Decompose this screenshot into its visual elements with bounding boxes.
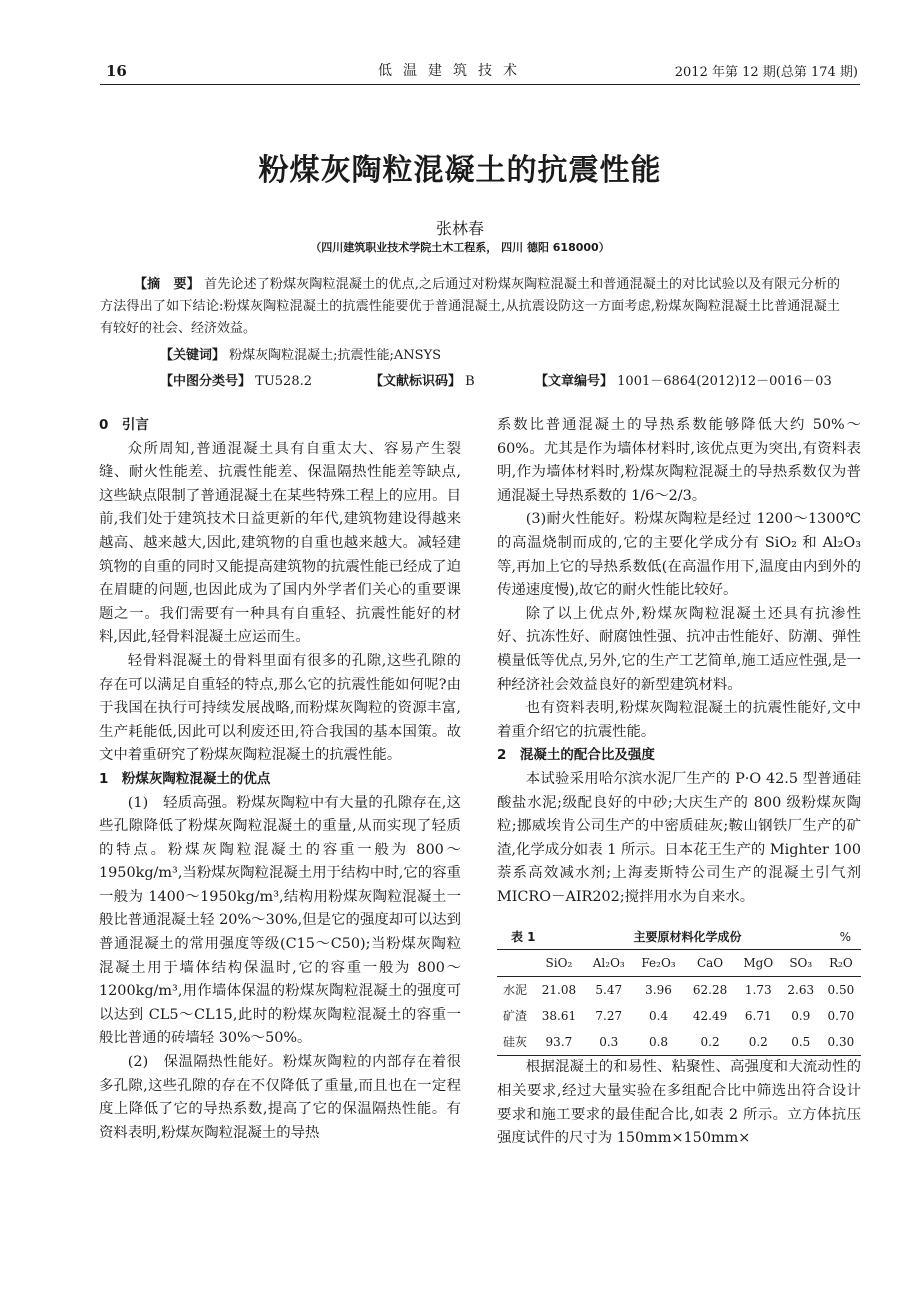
doc-code-label: 【文献标识码】 [370, 374, 462, 389]
table-row [497, 1003, 861, 1029]
paragraph: (3)耐火性能好。粉煤灰陶粒是经过 1200～1300℃的高温烧制而成的,它的主要化学成分有 SiO₂ 和 Al₂O₃ 等,再加上它的导热系数低(在高温作用下,温度由内到外的传递速度慢),故它的耐火性能比较好。 [497, 511, 861, 599]
section-heading: 2 混凝土的配合比及强度 [497, 747, 655, 764]
classification-label: 【中图分类号】 [160, 374, 252, 389]
paragraph: 根据混凝土的和易性、粘聚性、高强度和大流动性的相关要求,经过大量实验在多组配合比中筛选出符合设计要求和施工要求的最佳配合比,如表 2 所示。立方体抗压强度试件的尺寸为 150mm×150mm× [497, 1059, 861, 1147]
right-column [497, 414, 861, 1151]
left-column [99, 414, 461, 1145]
table-header-cell: CaO [684, 950, 736, 977]
header-rule [100, 84, 860, 85]
table-cell: 0.8 [648, 1034, 669, 1049]
table-cell: 2.63 [787, 982, 815, 997]
table-1 [497, 925, 861, 1056]
table-cell: 3.96 [645, 982, 672, 997]
table-header-cell [497, 950, 533, 977]
classification [160, 370, 312, 389]
table-header-cell: Fe₂O₃ [633, 950, 684, 977]
table-header-cell: R₂O [821, 950, 861, 977]
page-number: 16 [106, 62, 127, 80]
table-label: 表 1 [511, 930, 536, 945]
table-cell: 7.27 [595, 1008, 623, 1023]
table-cell: 1.73 [744, 982, 772, 997]
table-row [497, 1029, 861, 1056]
table-cell: 38.61 [541, 1008, 577, 1023]
section-heading: 0 引言 [99, 417, 149, 433]
article-number-value: 1001－6864(2012)12－0016－03 [617, 374, 832, 389]
table-title: 主要原材料化学成份 [633, 930, 742, 945]
table-cell: 矿渣 [503, 1008, 528, 1023]
table-cell: 0.5 [791, 1034, 811, 1049]
keywords-label: 【关键词】 [160, 348, 226, 363]
table-cell: 0.2 [748, 1034, 768, 1049]
table-cell: 0.70 [827, 1008, 855, 1023]
paragraph: 本试验采用哈尔滨水泥厂生产的 P·O 42.5 型普通硅酸盐水泥;级配良好的中砂;大庆生产的 800 级粉煤灰陶粒;挪威埃肯公司生产的中密质硅灰;鞍山钢铁厂生产的矿渣,化学成分如表 1 所示。日本花王生产的 Mighter 100 萘系高效减水剂;上海麦斯特公司生产的混凝土引气剂 MICRO－AIR202;搅拌用水为自来水。 [497, 770, 861, 905]
table-cell: 0.2 [700, 1034, 720, 1049]
article-number-label: 【文章编号】 [535, 374, 614, 389]
table-cell: 0.9 [791, 1008, 811, 1023]
paragraph: 轻骨料混凝土的骨料里面有很多的孔隙,这些孔隙的存在可以满足自重轻的特点,那么它的抗震性能如何呢?由于我国在执行可持续发展战略,而粉煤灰陶粒的资源丰富,生产耗能低,因此可以利废还田,符合我国的基本国策。故文中着重研究了粉煤灰陶粒混凝土的抗震性能。 [99, 652, 461, 764]
keywords-text: 粉煤灰陶粒混凝土;抗震性能;ANSYS [229, 348, 442, 363]
table-cell: 水泥 [503, 982, 528, 997]
paragraph: 也有资料表明,粉煤灰陶粒混凝土的抗震性能好,文中着重介绍它的抗震性能。 [497, 700, 861, 740]
doc-code [370, 370, 475, 389]
table-cell: 42.49 [692, 1008, 728, 1023]
article-title: 粉煤灰陶粒混凝土的抗震性能 [258, 153, 662, 188]
abstract [100, 274, 840, 340]
classification-value: TU528.2 [255, 374, 312, 389]
table-header-cell: Al₂O₃ [585, 950, 633, 977]
table-header-cell: SiO₂ [533, 950, 585, 977]
issue-info: 2012 年第 12 期(总第 174 期) [674, 65, 858, 80]
table-cell: 硅灰 [503, 1034, 528, 1049]
table-cell: 5.47 [595, 982, 623, 997]
table-header-cell: SO₃ [781, 950, 821, 977]
table-cell: 93.7 [545, 1034, 573, 1049]
paragraph: (2) 保温隔热性能好。粉煤灰陶粒的内部存在着很多孔隙,这些孔隙的存在不仅降低了重量,而且也在一定程度上降低了它的导热系数,提高了它的保温隔热性能。有资料表明,粉煤灰陶粒混凝土的导热 [99, 1054, 461, 1141]
author: 张林春 [435, 219, 484, 238]
table-cell: 21.08 [541, 982, 577, 997]
abstract-text: 首先论述了粉煤灰陶粒混凝土的优点,之后通过对粉煤灰陶粒混凝土和普通混凝土的对比试验以及有限元分析的方法得出了如下结论:粉煤灰陶粒混凝土的抗震性能要优于普通混凝土,从抗震设防这一方面考虑,粉煤灰陶粒混凝土比普通混凝土有较好的社会、经济效益。 [100, 277, 840, 336]
table-cell: 0.4 [648, 1008, 669, 1023]
paragraph: 除了以上优点外,粉煤灰陶粒混凝土还具有抗渗性好、抗冻性好、耐腐蚀性强、抗冲击性能好、防潮、弹性模量低等优点,另外,它的生产工艺简单,施工适应性强,是一种经济社会效益良好的新型建筑材料。 [497, 605, 861, 693]
table-header-row [497, 950, 861, 977]
table-cell: 0.3 [599, 1034, 619, 1049]
paragraph: 众所周知,普通混凝土具有自重太大、容易产生裂缝、耐火性能差、抗震性能差、保温隔热性能差等缺点,这些缺点限制了普通混凝土在某些特殊工程上的应用。目前,我们处于建筑技术日益更新的年代,建筑物建设得越来越高、越来越大,因此,建筑物的自重也越来越大。减轻建筑物的自重的同时又能提高建筑物的抗震性能已经成了迫在眉睫的问题,也因此成为了国内外学者们关心的重要课题之一。我们需要有一种具有自重轻、抗震性能好的材料,因此,轻骨料混凝土应运而生。 [99, 440, 461, 646]
keywords [160, 344, 441, 363]
table-cell: 6.71 [744, 1008, 772, 1023]
table-cell: 0.30 [827, 1034, 855, 1049]
table-header-cell: MgO [736, 950, 781, 977]
table-cell: 62.28 [692, 982, 728, 997]
table-caption [497, 925, 861, 949]
paragraph: (1) 轻质高强。粉煤灰陶粒中有大量的孔隙存在,这些孔隙降低了粉煤灰陶粒混凝土的重量,从而实现了轻质的特点。粉煤灰陶粒混凝土的容重一般为 800～1950kg/m³,当粉煤灰陶粒混凝土用于结构中时,它的容重一般为 1400～1950kg/m³,结构用粉煤灰陶粒混凝土一般比普通混凝土轻 20%～30%,但是它的强度却可以达到普通混凝土的常用强度等级(C15～C50);当粉煤灰陶粒混凝土用于墙体结构保温时,它的容重一般为 800～1200kg/m³,用作墙体保温的粉煤灰陶粒混凝土的强度可以达到 CL5～CL15,此时的粉煤灰陶粒混凝土的容重一般比普通的砖墙轻 30%～50%。 [99, 794, 461, 1047]
article-number [535, 370, 832, 389]
abstract-label: 【摘 要】 [134, 277, 200, 292]
table-unit: % [839, 930, 851, 945]
table-cell: 0.50 [827, 982, 855, 997]
affiliation: （四川建筑职业技术学院土木工程系， 四川 德阳 618000） [310, 241, 610, 254]
section-heading: 1 粉煤灰陶粒混凝土的优点 [99, 770, 271, 787]
page-header [0, 0, 920, 90]
doc-code-value: B [465, 374, 475, 389]
paragraph: 系数比普通混凝土的导热系数能够降低大约 50%～60%。尤其是作为墙体材料时,该优点更为突出,有资料表明,作为墙体材料时,粉煤灰陶粒混凝土的导热系数仅为普通混凝土导热系数的 1/6～2/3。 [497, 417, 861, 504]
chemical-composition-table [497, 949, 861, 1056]
journal-name: 低温建筑技术 [378, 63, 528, 79]
table-row [497, 977, 861, 1004]
